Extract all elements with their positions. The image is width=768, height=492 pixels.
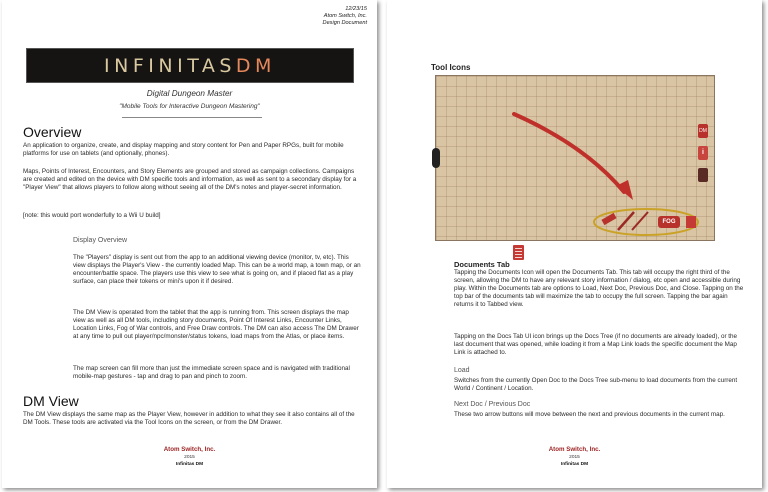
footer-product: Infinitas DM — [560, 462, 589, 467]
document-icon — [513, 245, 524, 260]
tool-icons-heading: Tool Icons — [431, 63, 471, 72]
display-overview-heading: Display Overview — [73, 237, 128, 244]
footer-year: 2015 — [569, 455, 580, 460]
document-header — [323, 6, 367, 27]
tagline: "Mobile Tools for Interactive Dungeon Mastering" — [119, 103, 260, 110]
display-paragraph-1: The "Players" display is sent out from the app to an additional viewing device (monitor, tv, etc). This view displays the Player's View - the currently loaded Map. This can be a world map, a town map, or an encounter/battle space. The players use this view to see what is going on, and if placed flat as a play surface, can place their tokens or mini's upon it if desired. — [73, 254, 361, 285]
footer-company: Atom Switch, Inc. — [163, 446, 216, 453]
banner-text-dm: DM — [235, 54, 276, 77]
overview-note: [note: this would port wonderfully to a Wii U build] — [23, 212, 161, 219]
documents-tool-icon — [686, 216, 696, 228]
dm-view-heading: DM View — [23, 393, 79, 409]
fog-button[interactable]: FOG — [658, 216, 680, 228]
title-banner — [26, 48, 354, 83]
info-button[interactable]: i — [698, 146, 708, 160]
footer-company: Atom Switch, Inc. — [548, 446, 601, 453]
next-prev-heading: Next Doc / Previous Doc — [454, 401, 531, 408]
token-button[interactable] — [698, 168, 708, 182]
load-heading: Load — [454, 367, 470, 374]
header-doc-type: Design Document — [322, 20, 367, 26]
dm-view-paragraph: The DM View displays the same map as the Player View, however in addition to what they see it also contains all of the DM Tools. These tools are activated via the Tool Icons on the screen, or from the DM Drawer. — [23, 411, 355, 426]
banner-text-infinitas: INFINITAS — [104, 54, 236, 77]
footer-product: Infinitas DM — [175, 462, 204, 467]
overview-heading: Overview — [23, 124, 82, 140]
documents-tab-heading: Documents Tab — [454, 260, 510, 269]
dm-drawer-button[interactable]: DM — [698, 124, 708, 138]
arrow-curve — [514, 114, 624, 192]
header-date: 12/23/15 — [345, 6, 367, 12]
footer-year: 2015 — [184, 455, 195, 460]
header-company: Atom Switch, Inc. — [323, 13, 367, 19]
display-paragraph-2: The DM View is operated from the tablet that the app is running from. This screen displays the map view as well as all DM tools, including story documents, Point Of Interest Links, Encounter Links, Location Links, Fog of War controls, and Free Draw controls. The DM can also access The DM Drawer at any time to pull out player/npc/monster/status tokens, load maps from the Atlas, or place items. — [73, 309, 359, 340]
pen-icon — [632, 212, 648, 230]
subtitle: Digital Dungeon Master — [146, 89, 233, 98]
divider — [122, 117, 262, 118]
pencil-icon — [618, 212, 634, 230]
next-prev-paragraph: These two arrow buttons will move between the next and previous documents in the current map. — [454, 411, 725, 418]
overview-paragraph-1: An application to organize, create, and display mapping and story content for Pen and Paper RPGs, built for mobile platforms for use on tablets (and optionally, phones). — [23, 142, 344, 157]
overview-paragraph-2: Maps, Points of Interest, Encounters, and Story Elements are grouped and stored as campaign collections. Campaigns are created and edited on the device with DM specific tools and information, as well as sent to a secondary display for a "Player View" that allows players to follow along without seeing all of the DM's notes and player-secret information. — [23, 168, 357, 191]
display-paragraph-3: The map screen can fill more than just the immediate screen space and is navigated with traditional mobile-map gestures - tap and drag to pan and pinch to zoom. — [73, 365, 350, 380]
documents-paragraph-1: Tapping the Documents Icon will open the Documents Tab. This tab will occupy the right third of the screen, allowing the DM to have any relevant story information / dialog, etc open and accessible during play. Within the Documents tab are options to Load, Next Doc, Previous Doc, and Close. Tapping on the top bar of the documents tab will maximize the tab to occupy the full screen. Tapping the bar again returns it to Tabbed view. — [454, 269, 744, 308]
documents-paragraph-2: Tapping on the Docs Tab UI icon brings up the Docs Tree (if no documents are already loaded), or the last document that was opened, while loading it from a Map Link loads the specific document the Map Link is attached to. — [454, 333, 738, 356]
left-edge-handle[interactable] — [432, 148, 440, 168]
tool-icons-screenshot — [435, 75, 715, 241]
load-paragraph: Switches from the currently Open Doc to the Docs Tree sub-menu to load documents from the current World / Continent / Location. — [454, 377, 738, 392]
document-page-1 — [2, 0, 377, 488]
document-page-2 — [387, 0, 762, 488]
